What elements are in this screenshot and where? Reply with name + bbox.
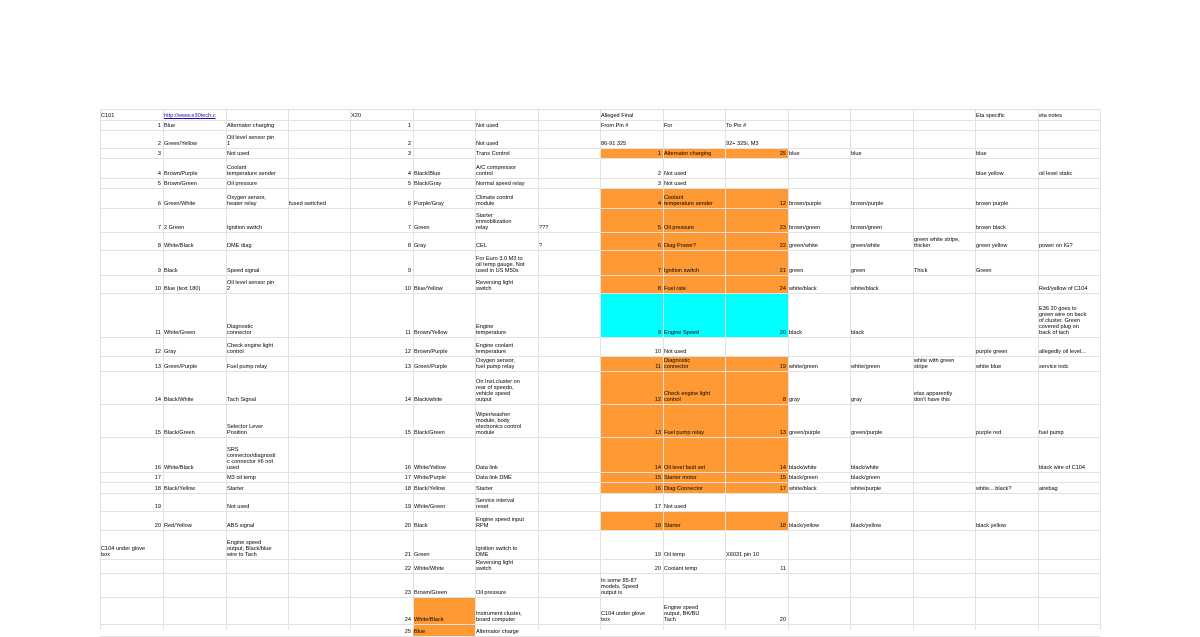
cell-n2: 20 <box>404 523 411 529</box>
cell-eta: purple green <box>976 349 1008 355</box>
cell-for: Coolant temperature sender <box>664 195 713 207</box>
cell-toN: 15 <box>779 475 786 481</box>
cell-fromN: 9 <box>657 330 661 336</box>
cell-for: Diag Connector <box>664 486 703 492</box>
cell-d1: Coolant temperature sender <box>227 165 276 177</box>
cell-n2: 24 <box>404 617 411 623</box>
cell-d2: For Euro 3.0 M3 to oil temp gauge. Not used in US M50s <box>476 256 525 274</box>
cell-c2: Black/Green <box>414 430 445 436</box>
cell-toN: 20 <box>779 617 786 623</box>
cell-n1: 7 <box>157 225 161 231</box>
cell-fused: fused switched <box>289 201 327 207</box>
cell-for: Check engine light control <box>664 391 711 403</box>
cell-d2: Wiper/washer module, body electronics control module <box>476 412 522 436</box>
cell-n1: 13 <box>154 364 161 370</box>
cell-fromN: 7 <box>657 268 661 274</box>
cell-col1: white/black <box>789 286 817 292</box>
cell-col1: black <box>789 330 803 336</box>
cell-d2: Normal speed relay <box>476 181 525 187</box>
grid-col-line <box>538 109 539 630</box>
cell-to: X6031 pin 10 <box>726 552 759 558</box>
cell-n1: 5 <box>157 181 161 187</box>
cell-col1: green <box>789 268 804 274</box>
cell-c2: White/Yellow <box>414 465 446 471</box>
cell-for: Diag Power? <box>664 243 697 249</box>
cell-toN: 21 <box>779 268 786 274</box>
cell-c1: White/Black <box>164 465 194 471</box>
cell-n1: 1 <box>157 123 161 129</box>
cell-toN: 8 <box>782 397 786 403</box>
cell-col2: green/white <box>851 243 880 249</box>
cell-col3: white with green stripe <box>914 358 955 370</box>
cell-n2: 7 <box>407 225 411 231</box>
cell-col1: white/green <box>789 364 818 370</box>
cell-toN: 17 <box>779 486 786 492</box>
cell-d2: Data link DME <box>476 475 512 481</box>
cell-c2: Black/Yellow <box>414 486 446 492</box>
cell-col1: gray <box>789 397 800 403</box>
cell-fromN: 20 <box>654 566 661 572</box>
cell-eta: white... black? <box>976 486 1012 492</box>
cell-for: Not used <box>664 504 687 510</box>
cell-c2: Black/Gray <box>414 181 442 187</box>
cell-toN: 13 <box>779 430 786 436</box>
cell-n2: 4 <box>407 171 411 177</box>
cell-n2: 2 <box>407 141 411 147</box>
cell-col3: Thick <box>914 268 928 274</box>
cell-d1: Tach Signal <box>227 397 256 403</box>
cell-for: Oil level fault set <box>664 465 706 471</box>
cell-c1: Black/Yellow <box>164 486 196 492</box>
grid-col-line <box>1100 109 1101 630</box>
cell-fromN: 11 <box>655 364 661 370</box>
cell-d1: M3 oil temp <box>227 475 256 481</box>
cell-d2: Engine coolant temperature <box>476 343 514 355</box>
cell-n1: 18 <box>154 486 161 492</box>
cell-fromN: 15 <box>654 475 661 481</box>
cell-n2: 3 <box>407 151 411 157</box>
cell-d2: Starter <box>476 486 493 492</box>
cell-c2: Purple/Gray <box>414 201 444 207</box>
cell-for: Starter <box>664 523 681 529</box>
cell-for: Not used <box>664 171 687 177</box>
cell-n2: 5 <box>407 181 411 187</box>
cell-d2: Ignition switch to DME <box>476 546 518 558</box>
cell-n2: 1 <box>407 123 411 129</box>
cell-n2: 6 <box>407 201 411 207</box>
cell-toN: 12 <box>779 201 786 207</box>
cell-C101: C101 <box>101 113 115 119</box>
cell-d1: Oil pressure <box>227 181 258 187</box>
cell-d1: Engine speed output, Black/blue wire to Tach <box>227 540 272 558</box>
cell-col1: black/white <box>789 465 817 471</box>
cell-c2: Brown/Yellow <box>414 330 448 336</box>
cell-toN: 19 <box>779 364 786 370</box>
cell-n2: 13 <box>404 364 411 370</box>
cell-for: Oil pressure <box>664 225 695 231</box>
cell-col2: white/black <box>851 286 879 292</box>
cell-d1: Diagnostic connector <box>227 324 254 336</box>
cell-n1: 16 <box>154 465 161 471</box>
cell-col2: brown/green <box>851 225 883 231</box>
cell-for: Alternator charging <box>664 151 712 157</box>
cell-c2: Blue <box>414 629 426 635</box>
cell-c1: Gray <box>164 349 177 355</box>
cell-n1: 15 <box>154 430 161 436</box>
cell-d1: Check engine light control <box>227 343 274 355</box>
cell-col2: green <box>851 268 866 274</box>
cell-fromN: 19 <box>654 552 661 558</box>
cell-n1: 11 <box>155 330 161 336</box>
cell-fromN: 13 <box>654 430 661 436</box>
cell-notes: airebag <box>1039 486 1058 492</box>
cell-n2: 18 <box>404 486 411 492</box>
cell-to: 92+ 325i, M3 <box>726 141 759 147</box>
cell-n1: 8 <box>157 243 161 249</box>
cell-d2: Engine temperature <box>476 324 507 336</box>
cell-d2: CEL <box>476 243 487 249</box>
cell-for: Engine speed output, BK/BU Tach <box>664 605 700 623</box>
cell-col1: black/green <box>789 475 818 481</box>
cell-fromN: 16 <box>654 486 661 492</box>
cell-n1: 9 <box>157 268 161 274</box>
cell-fromN: 18 <box>654 523 661 529</box>
cell-c1: Black/White <box>164 397 194 403</box>
cell-c1: Green/Purple <box>164 364 198 370</box>
cell-n1: 2 <box>157 141 161 147</box>
cell-d2: On Inst.cluster on rear of speedo, vehicle speed output <box>476 379 520 403</box>
cell-toN: 20 <box>779 330 786 336</box>
cell-d1: Not used <box>227 151 250 157</box>
cell-c1: Brown/Purple <box>164 171 198 177</box>
cell-for: Ignition switch <box>664 268 700 274</box>
cell-c1: Black <box>164 268 178 274</box>
cell-notes: black wire of C104 <box>1039 465 1086 471</box>
cell-col2: black/white <box>851 465 879 471</box>
cell-for: Fuel rate <box>664 286 687 292</box>
cell-col2: green/purple <box>851 430 883 436</box>
cell-col1: white/black <box>789 486 817 492</box>
cell-from: From Pin # <box>601 123 629 129</box>
cell-c1: Green/White <box>164 201 196 207</box>
cell-c1: Blue <box>164 123 176 129</box>
cell-toN: 14 <box>779 465 786 471</box>
cell-n1: 19 <box>154 504 161 510</box>
cell-d2: Reversing light switch <box>476 280 513 292</box>
cell-n1: 3 <box>157 151 161 157</box>
cell-n2: 16 <box>404 465 411 471</box>
cell-for: Fuel pump relay <box>664 430 705 436</box>
cell-col2: black/yellow <box>851 523 882 529</box>
cell-n2: 25 <box>404 629 411 635</box>
cell-col2: brown/purple <box>851 201 884 207</box>
cell-n2: 19 <box>404 504 411 510</box>
cell-d2: Service interval reset <box>476 498 515 510</box>
cell-for: Starter motor <box>664 475 697 481</box>
cell-from: C104 under glove box <box>601 611 646 623</box>
cell-d1: SRS connector/diagnosti c connector #6 not used <box>227 447 276 471</box>
cell-col2: black/green <box>851 475 880 481</box>
cell-to: To Pin # <box>726 123 747 129</box>
cell-d1: Selector Lever Position <box>227 424 264 436</box>
cell-toN: 22 <box>779 243 786 249</box>
cell-d2: Oil pressure <box>476 590 507 596</box>
cell-eta: blue yellow <box>976 171 1004 177</box>
cell-d2: Alternator charge <box>476 629 519 635</box>
cell-c1: Brown/Green <box>164 181 197 187</box>
cell-d2: Oxygen sensor, fuel pump relay <box>476 358 515 370</box>
cell-d2: Engine speed input RPM <box>476 517 524 529</box>
cell-c2: Brown/Purple <box>414 349 448 355</box>
cell-AllegedFinal: Alleged Final <box>601 113 634 119</box>
cell-n2: 8 <box>407 243 411 249</box>
cell-n2: 22 <box>404 566 411 572</box>
cell-d1: Speed signal <box>227 268 260 274</box>
cell-d2: Trans Control <box>476 151 510 157</box>
cell-d1: ABS signal <box>227 523 255 529</box>
cell-c2: White/Purple <box>414 475 447 481</box>
cell-c2: Black/Blue <box>414 171 441 177</box>
cell-c2: Black <box>414 523 428 529</box>
cell-notes: allegedly oil level... <box>1039 349 1086 355</box>
cell-fromN: 3 <box>657 181 661 187</box>
cell-toN: 18 <box>779 523 786 529</box>
cell-n1: 10 <box>154 286 161 292</box>
cell-fromN: 2 <box>657 171 661 177</box>
cell-n2: 10 <box>404 286 411 292</box>
cell-notes: Red/yellow of C104 <box>1039 286 1088 292</box>
cell-toN: 24 <box>779 286 786 292</box>
cell-d2: Starter immobilization relay <box>476 213 512 231</box>
cell-toN: 25 <box>779 151 786 157</box>
cell-n1: 6 <box>157 201 161 207</box>
cell-for: Not used <box>664 349 687 355</box>
cell-eta: purple red <box>976 430 1002 436</box>
cell-c1: Red/Yellow <box>164 523 192 529</box>
cell-d1: Not used <box>227 504 250 510</box>
cell-d2: Climate control module <box>476 195 514 207</box>
cell-fromN: 17 <box>654 504 661 510</box>
cell-for: For <box>664 123 673 129</box>
cell-fromN: 6 <box>657 243 661 249</box>
cell-d1: DME diag <box>227 243 252 249</box>
cell-n1: 4 <box>157 171 161 177</box>
cell-d1: Oxygen sensor, heater relay <box>227 195 266 207</box>
cell-c2: Gray <box>414 243 427 249</box>
cell-n2: 21 <box>404 552 411 558</box>
cell-n1: 14 <box>154 397 161 403</box>
cell-n2: 17 <box>404 475 411 481</box>
cell-d2: Not used <box>476 141 499 147</box>
cell-d2: Reversing light switch <box>476 560 513 572</box>
cell-col1: black/yellow <box>789 523 820 529</box>
cell-fromN: 12 <box>654 397 661 403</box>
cell-notes: power on IG? <box>1039 243 1073 249</box>
cell-notes: service indc <box>1039 364 1069 370</box>
cell-eta: white blue <box>976 364 1002 370</box>
cell-n2: 23 <box>404 590 411 596</box>
cell-eta: green yellow <box>976 243 1008 249</box>
cell-link[interactable]: http://www.e30tech.c <box>164 113 216 119</box>
cell-n2: 9 <box>407 268 411 274</box>
cell-fromN: 4 <box>657 201 661 207</box>
cell-n1: 17 <box>154 475 161 481</box>
cell-c2: Brown/Green <box>414 590 447 596</box>
cell-eta: Green <box>976 268 992 274</box>
cell-EtaSpecific: Eta specific <box>976 113 1005 119</box>
cell-for: Diagnostic connector <box>664 358 691 370</box>
cell-toN: 11 <box>780 566 786 572</box>
cell-eta: brown purple <box>976 201 1009 207</box>
cell-d2: Instrument cluster, board computer <box>476 611 522 623</box>
cell-eta: blue <box>976 151 987 157</box>
cell-n2: 11 <box>405 330 411 336</box>
cell-from: 86-91 325 <box>601 141 627 147</box>
cell-d2: A/C compressor control <box>476 165 517 177</box>
cell-notes: oil level static <box>1039 171 1073 177</box>
cell-col3: etas apparently don't have this <box>914 391 953 403</box>
cell-fromN: 1 <box>657 151 661 157</box>
cell-col1: brown/green <box>789 225 821 231</box>
cell-eta: black yellow <box>976 523 1007 529</box>
cell-for: Not used <box>664 181 687 187</box>
cell-d1: Alternator charging <box>227 123 275 129</box>
cell-c2: Green <box>414 225 430 231</box>
cell-c2: White/Black <box>414 617 444 623</box>
cell-d2: Data link <box>476 465 498 471</box>
cell-c2: Black/white <box>414 397 443 403</box>
cell-d1: Starter <box>227 486 244 492</box>
cell-col2: white/purple <box>851 486 882 492</box>
cell-fromN: 10 <box>654 349 661 355</box>
cell-notes: fuel pump <box>1039 430 1064 436</box>
cell-n2: 14 <box>404 397 411 403</box>
cell-n1: 20 <box>154 523 161 529</box>
cell-col2: blue <box>851 151 862 157</box>
cell-for: Oil temp <box>664 552 685 558</box>
cell-c2: Blue/Yellow <box>414 286 443 292</box>
cell-c1: Blue (text 180) <box>164 286 201 292</box>
cell-c1: White/Green <box>164 330 196 336</box>
cell-d1: Oil level sensor pin 1 <box>227 135 275 147</box>
cell-from: In some 85-87 models, Speed output is <box>601 578 639 596</box>
cell-col3: green white stripe, thicker <box>914 237 960 249</box>
cell-X20: X20 <box>351 113 361 119</box>
cell-d1: Fuel pump relay <box>227 364 268 370</box>
cell-col1: brown/purple <box>789 201 822 207</box>
cell-fromN: 14 <box>654 465 661 471</box>
cell-col1: green/purple <box>789 430 821 436</box>
cell-n1: 12 <box>154 349 161 355</box>
cell-fromN: 5 <box>657 225 661 231</box>
cell-c2: White/Green <box>414 504 446 510</box>
cell-c1: Green/Yellow <box>164 141 198 147</box>
cell-n2: 15 <box>404 430 411 436</box>
cell-eta: brown black <box>976 225 1006 231</box>
cell-c1: 2 Green <box>164 225 185 231</box>
cell-notes: E36 20 goes to green wire on back of cluster. Green covered plug on back of tach <box>1039 306 1087 336</box>
cell-for: Engine Speed <box>664 330 700 336</box>
cell-c1: White/Black <box>164 243 194 249</box>
cell-for: Coolant temp <box>664 566 698 572</box>
cell-c2: Green <box>414 552 430 558</box>
cell-q: ? <box>539 243 543 249</box>
cell-C101: C104 under glove box <box>101 546 146 558</box>
cell-toN: 23 <box>779 225 786 231</box>
cell-d1: Oil level sensor pin 2 <box>227 280 275 292</box>
cell-c2: Green/Purple <box>414 364 448 370</box>
cell-c1: Black/Green <box>164 430 195 436</box>
cell-fromN: 8 <box>657 286 661 292</box>
cell-col1: green/white <box>789 243 818 249</box>
cell-col2: gray <box>851 397 862 403</box>
cell-c2: White/White <box>414 566 445 572</box>
cell-EtaNotes: eta notes <box>1039 113 1063 119</box>
cell-col2: white/green <box>851 364 880 370</box>
cell-n2: 12 <box>404 349 411 355</box>
cell-d2: Not used <box>476 123 499 129</box>
cell-col2: black <box>851 330 865 336</box>
cell-col1: blue <box>789 151 800 157</box>
cell-d1: Ignition switch <box>227 225 263 231</box>
cell-q: ??? <box>539 225 549 231</box>
